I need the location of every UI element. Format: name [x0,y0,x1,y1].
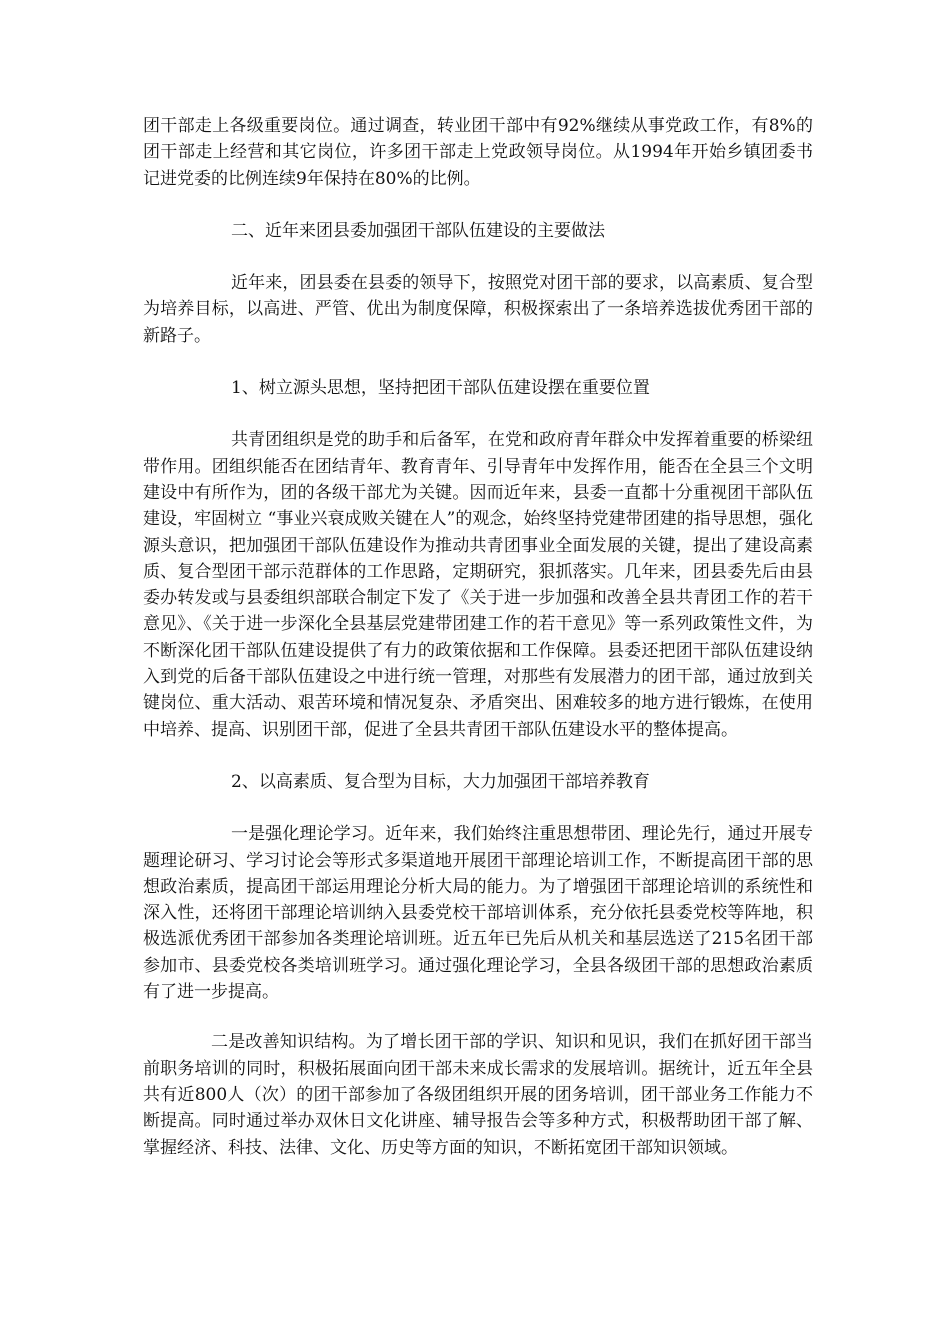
paragraph-item2b: 二是改善知识结构。为了增长团干部的学识、知识和见识，我们在抓好团干部当前职务培训的同时，积极拓展面向团干部未来成长需求的发展培训。据统计，近五年全县共有近800人（次）的团干部参加了各级团组织开展的团务培训，团干部业务工作能力不断提高。同时通过举办双休日文化讲座、辅导报告会等多种方式，积极帮助团干部了解、掌握经济、科技、法律、文化、历史等方面的知识，不断拓宽团干部知识领域。 [143,1032,813,1158]
paragraph-section2: 近年来，团县委在县委的领导下，按照党对团干部的要求，以高素质、复合型为培养目标，以高进、严管、优出为制度保障，积极探索出了一条培养选拔优秀团干部的新路子。 [143,273,813,346]
spacer [143,795,813,821]
paragraph-item2a: 一是强化理论学习。近年来，我们始终注重思想带团、理论先行，通过开展专题理论研习、学习讨论会等形式多渠道地开展团干部理论培训工作，不断提高团干部的思想政治素质，提高团干部运用理论分析大局的能力。为了增强团干部理论培训的系统性和深入性，还将团干部理论培训纳入县委党校干部培训体系，充分依托县委党校等阵地，积极选派优秀团干部参加各类理论培训班。近五年已先后从机关和基层选送了215名团干部参加市、县委党校各类培训班学习。通过强化理论学习，全县各级团干部的思想政治素质有了进一步提高。 [143,824,813,1003]
spacer [143,349,813,375]
paragraph-intro: 团干部走上各级重要岗位。通过调查，转业团干部中有92%继续从事党政工作，有8%的团干部走上经营和其它岗位，许多团干部走上党政领导岗位。从1994年开始乡镇团委书记进党委的比例连续9年保持在80%的比例。 [143,116,813,189]
paragraph-item1: 共青团组织是党的助手和后备军，在党和政府青年群众中发挥着重要的桥梁纽带作用。团组织能否在团结青年、教育青年、引导青年中发挥作用，能否在全县三个文明建设中有所作为，团的各级干部尤为关键。因而近年来，县委一直都十分重视团干部队伍建设，牢固树立 “事业兴衰成败关键在人”的观念，始终坚持党建带团建的指导思想，强化源头意识，把加强团干部队伍建设作为推动共青团事业全面发展的关键，提出了建设高素质、复合型团干部示范群体的工作思路，定期研究，狠抓落实。几年来，团县委先后由县委办转发或与县委组织部联合制定下发了《关于进一步加强和改善全县共青团工作的若干意见》、《关于进一步深化全县基层党建带团建工作的若干意见》等一系列政策性文件，为不断深化团干部队伍建设提供了有力的政策依据和工作保障。县委还把团干部队伍建设纳入到党的后备干部队伍建设之中进行统一管理，对那些有发展潜力的团干部，通过放到关键岗位、重大活动、艰苦环境和情况复杂、矛盾突出、困难较多的地方进行锻炼，在使用中培养、提高、识别团干部，促进了全县共青团干部队伍建设水平的整体提高。 [143,430,813,740]
spacer [143,244,813,270]
document-page [143,113,813,1161]
spacer [143,401,813,427]
subsection-heading-2: 2、以高素质、复合型为目标，大力加强团干部培养教育 [231,771,650,792]
spacer [143,1005,813,1029]
section-heading-2: 二、近年来团县委加强团干部队伍建设的主要做法 [231,220,605,241]
spacer [143,192,813,218]
spacer [143,743,813,769]
subsection-heading-1: 1、树立源头思想，坚持把团干部队伍建设摆在重要位置 [231,378,650,399]
